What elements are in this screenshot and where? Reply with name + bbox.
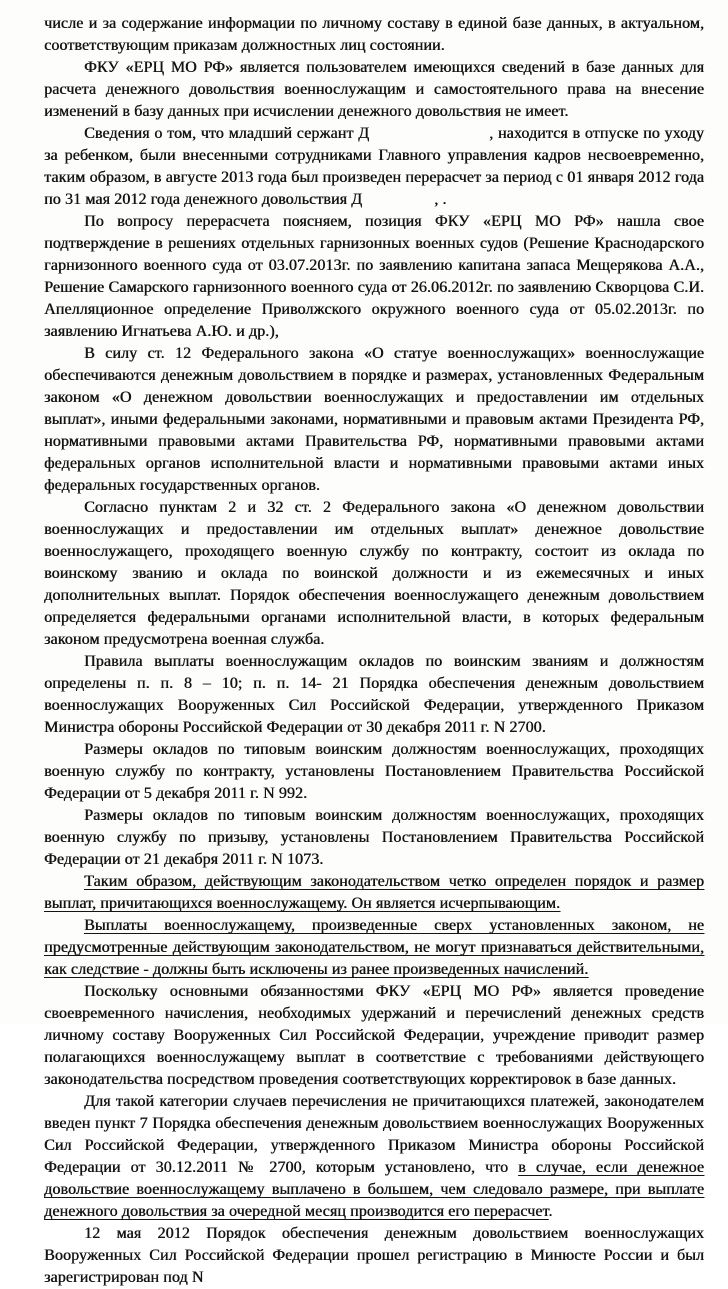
- underlined-text-segment: Выплаты военнослужащему, произведенные сверх установленных законом, не предусмотренные действующим законодательством, не могут признаваться действительными, как следствие - должны быть исключены из ранее произведенных начислений.: [44, 917, 704, 978]
- paragraph-13: [44, 1091, 704, 1223]
- redaction-gap: [369, 137, 489, 138]
- text-segment: ФКУ «ЕРЦ МО РФ» является пользователем имеющихся сведений в базе данных для расчета денежного довольствия военнослужащим и самостоятельного права на внесение изменений в базу данных при исчислении денежного довольствия не имеет.: [44, 59, 704, 120]
- text-segment: Для такой категории случаев перечисления не причитающихся платежей, законодателем введен пункт 7 Порядка обеспечения денежным довольствием военнослужащих Вооруженных Сил Российской Федерации, утвержденного Приказом Министра обороны Российской Федерации от 30.12.2011 № 2700, которым установлено, что: [44, 1093, 704, 1176]
- text-segment: .: [548, 1203, 553, 1220]
- text-segment: Согласно пунктам 2 и 32 ст. 2 Федерального закона «О денежном довольствии военнослужащих и предоставлении им отдельных выплат» денежное довольствие военнослужащего, проходящего военную службу по контракту, состоит из оклада по воинскому званию и оклада по воинской должности и из ежемесячных и иных дополнительных выплат. Порядок обеспечения военнослужащего денежным довольствием определяется федеральными органами исполнительной власти, в которых федеральным законом предусмотрена военная служба.: [44, 499, 704, 648]
- paragraph-11: [44, 915, 704, 981]
- paragraph-4: [44, 211, 704, 343]
- paragraph-6: [44, 497, 704, 651]
- text-segment: , находится в отпуске по уходу за ребенком, были внесенными сотрудниками Главного управления кадров несвоевременно, таким образом, в августе 2013 года был произведен перерасчет за период с 01 января 2012 года по 31 мая 2012 года денежного довольствия Д: [44, 125, 704, 208]
- text-segment: По вопросу перерасчета поясняем, позиция ФКУ «ЕРЦ МО РФ» нашла свое подтверждение в решениях отдельных гарнизонных военных судов (Решение Краснодарского гарнизонного военного суда от 03.07.2013г. по заявлению капитана запаса Мещерякова А.А., Решение Самарского гарнизонного военного суда от 26.06.2012г. по заявлению Скворцова С.И. Апелляционное определение Приволжского окружного военного суда от 05.02.2013г. по заявлению Игнатьева А.Ю. и др.),: [44, 213, 704, 340]
- underlined-text-segment: в случае, если денежное довольствие военнослужащему выплачено в большем, чем следовало размере, при выплате денежного довольствия за очередной месяц производится его перерасчет: [44, 1159, 704, 1220]
- text-segment: Размеры окладов по типовым воинским должностям военнослужащих, проходящих военную службу по контракту, установлены Постановлением Правительства Российской Федерации от 5 декабря 2011 г. N 992.: [44, 741, 704, 802]
- text-segment: Правила выплаты военнослужащим окладов по воинским званиям и должностям определены п. п. 8 – 10; п. п. 14- 21 Порядка обеспечения денежным довольствием военнослужащих Вооруженных Сил Российской Федерации, утвержденного Приказом Министра обороны Российской Федерации от 30 декабря 2011 г. N 2700.: [44, 653, 704, 736]
- redaction-gap: [362, 203, 434, 204]
- text-segment: В силу ст. 12 Федерального закона «О статуе военнослужащих» военнослужащие обеспечиваются денежным довольствием в порядке и размерах, установленных Федеральным законом «О денежном довольствии военнослужащих и предоставлении им отдельных выплат», иными федеральными законами, нормативными и правовым актами Президента РФ, нормативными правовыми актами Правительства РФ, нормативными правовыми актами федеральных органов исполнительной власти и нормативными правовыми актами иных федеральных государственных органов.: [44, 345, 704, 494]
- paragraph-8: [44, 739, 704, 805]
- text-segment: Поскольку основными обязанностями ФКУ «ЕРЦ МО РФ» является проведение своевременного начисления, необходимых удержаний и перечислений денежных средств личному составу Вооруженных Сил Российской Федерации, учреждение приводит размер полагающихся военнослужащему выплат в соответствие с требованиями действующего законодательства посредством проведения соответствующих корректировок в базе данных.: [44, 983, 704, 1088]
- paragraph-1: [44, 13, 704, 57]
- paragraph-10: [44, 871, 704, 915]
- paragraph-7: [44, 651, 704, 739]
- paragraph-9: [44, 805, 704, 871]
- paragraph-12: [44, 981, 704, 1091]
- text-segment: Размеры окладов по типовым воинским должностям военнослужащих, проходящих военную службу по призыву, установлены Постановлением Правительства Российской Федерации от 21 декабря 2011 г. N 1073.: [44, 807, 704, 868]
- text-segment: числе и за содержание информации по личному составу в единой базе данных, в актуальном, соответствующим приказам должностных лиц состоянии.: [44, 15, 704, 54]
- paragraph-14: [44, 1223, 704, 1289]
- document-body: [44, 13, 704, 1289]
- underlined-text-segment: Таким образом, действующим законодательством четко определен порядок и размер выплат, причитающихся военнослужащему. Он является исчерпывающим.: [44, 873, 704, 912]
- paragraph-5: [44, 343, 704, 497]
- paragraph-2: [44, 57, 704, 123]
- text-segment: Сведения о том, что младший сержант Д: [84, 125, 370, 142]
- text-segment: , .: [434, 191, 447, 208]
- text-segment: 12 мая 2012 Порядок обеспечения денежным довольствием военнослужащих Вооруженных Сил Российской Федерации прошел регистрацию в Минюсте России и был зарегистрирован под N: [44, 1225, 704, 1286]
- paragraph-3: [44, 123, 704, 211]
